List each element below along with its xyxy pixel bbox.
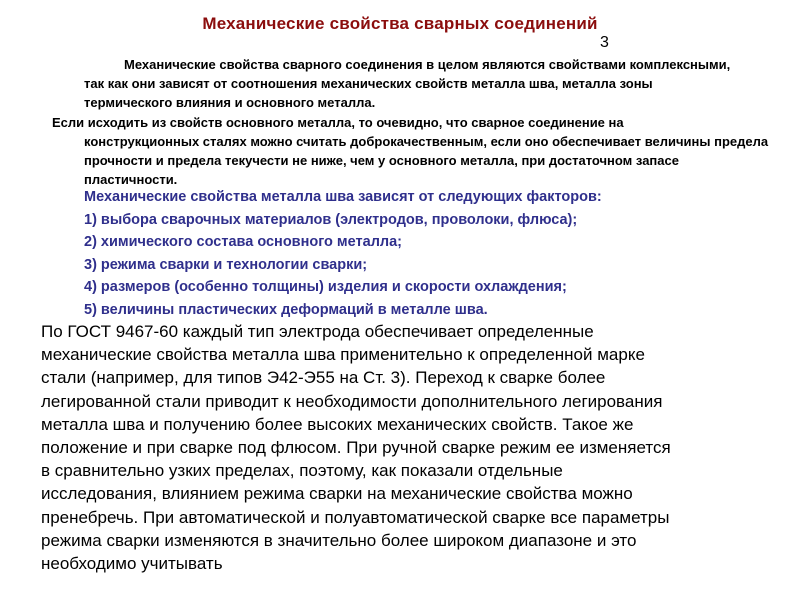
factor-item: 3) режима сварки и технологии сварки; <box>84 256 368 273</box>
gost-paragraph-line: режима сварки изменяются в значительно более широком диапазоне и это <box>41 530 637 550</box>
factor-item: 5) величины пластических деформаций в металле шва. <box>84 301 488 318</box>
slide-title: Механические свойства сварных соединений <box>202 14 598 33</box>
gost-paragraph-line: исследования, влиянием режима сварки на механические свойства можно <box>41 484 633 504</box>
slide-number: 3 <box>600 34 609 51</box>
intro-paragraph: Механические свойства сварного соединения в целом являются свойствами комплексными, так как они зависят от соотношения механических свойств металла шва, металла зоны термического влияния и основного металла. <box>84 57 731 110</box>
gost-paragraph-line: положение и при сварке под флюсом. При ручной сварке режим ее изменяется <box>41 438 671 458</box>
gost-paragraph-line: необходимо учитывать <box>41 554 223 574</box>
gost-paragraph <box>41 320 800 575</box>
gost-paragraph-line: металла шва и получению более высоких механических свойств. Такое же <box>41 414 634 434</box>
factors-list <box>84 186 764 321</box>
gost-paragraph-line: механические свойства металла шва применительно к определенной марке <box>41 345 645 365</box>
gost-paragraph-line: в сравнительно узких пределах, поэтому, как показали отдельные <box>41 461 563 481</box>
factor-item: 2) химического состава основного металла; <box>84 234 403 250</box>
gost-paragraph-line: По ГОСТ 9467-60 каждый тип электрода обеспечивает определенные <box>41 322 594 341</box>
base-metal-paragraph-rest: конструкционных сталях можно считать доброкачественным, если оно обеспечивает величины предела прочности и предела текучести не ниже, чем у основного металла, при достаточном запасе пластичности. <box>84 134 769 187</box>
gost-paragraph-line: стали (например, для типов Э42-Э55 на Ст. 3). Переход к сварке более <box>41 368 606 388</box>
factor-item: 1) выбора сварочных материалов (электродов, проволоки, флюса); <box>84 211 578 228</box>
gost-paragraph-line: пренебречь. При автоматической и полуавтоматической сварке все параметры <box>41 507 670 527</box>
factor-item: 4) размеров (особенно толщины) изделия и скорости охлаждения; <box>84 279 567 295</box>
base-metal-paragraph <box>52 113 772 189</box>
gost-paragraph-line: легированной стали приводит к необходимости дополнительного легирования <box>41 391 663 411</box>
base-metal-paragraph-first-line: Если исходить из свойств основного металла, то очевидно, что сварное соединение на <box>52 115 624 130</box>
factors-heading: Механические свойства металла шва зависят от следующих факторов: <box>84 189 602 205</box>
